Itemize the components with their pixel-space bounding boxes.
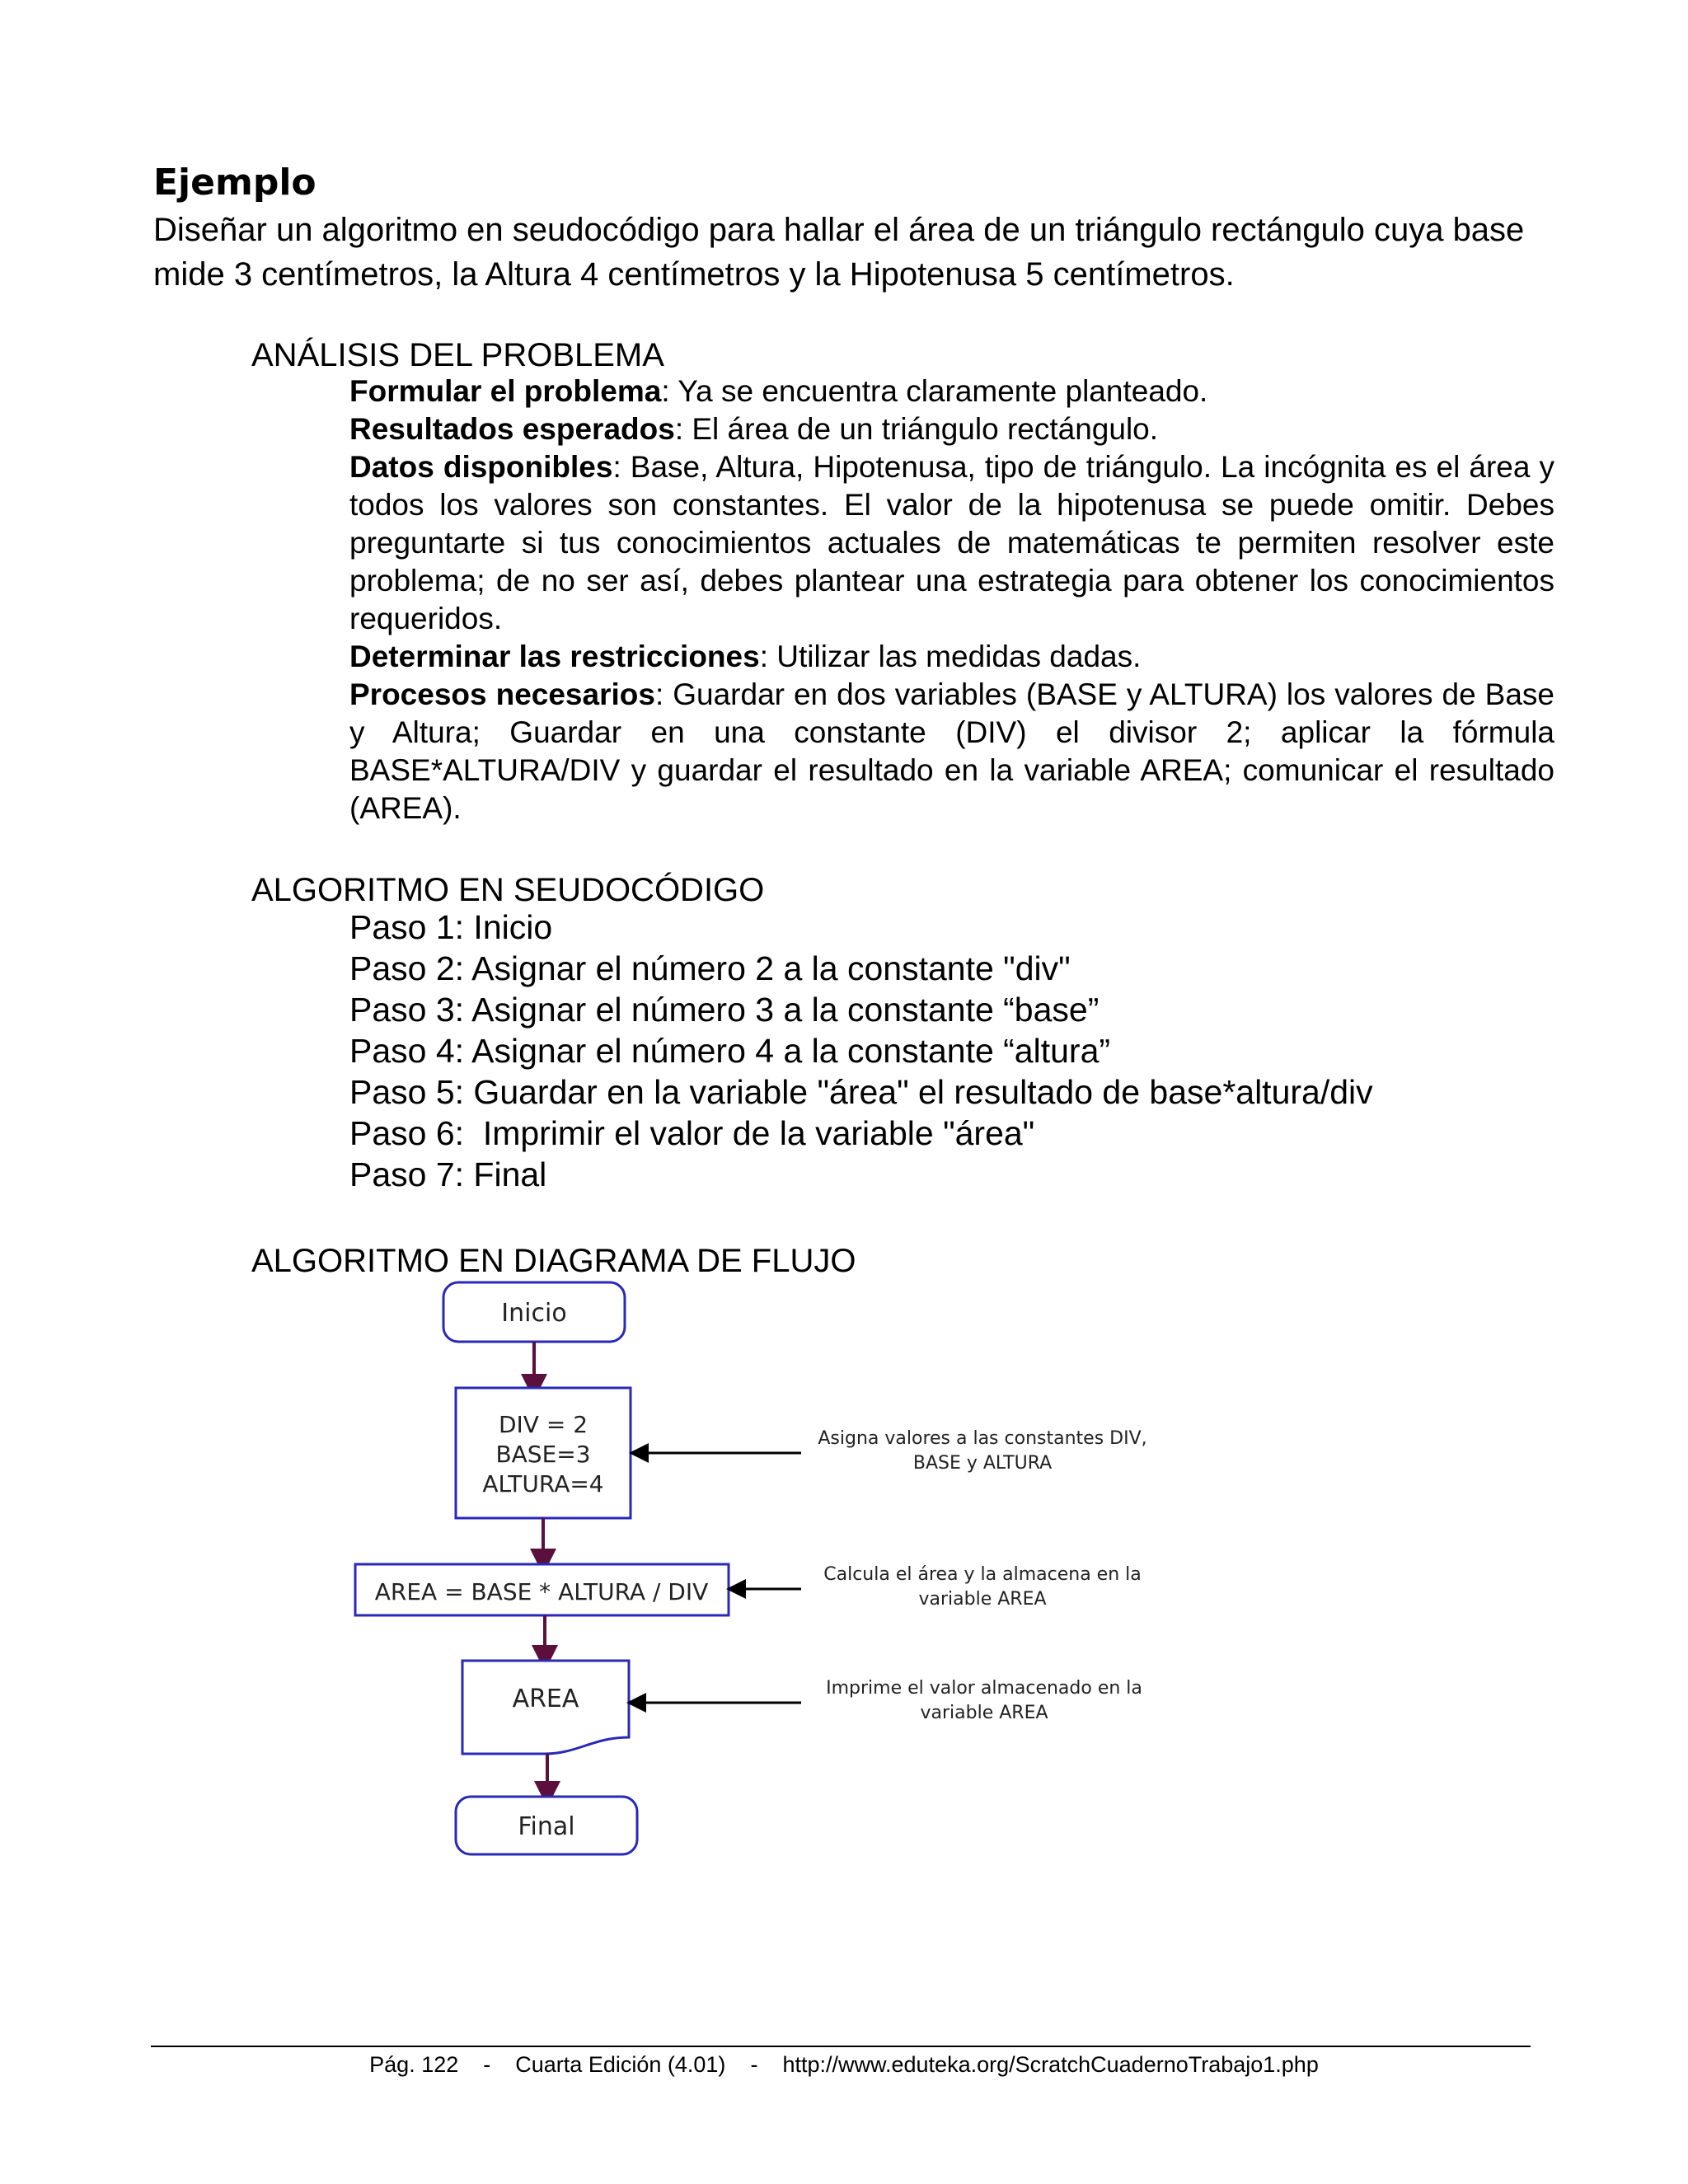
end-label: Final <box>518 1812 575 1841</box>
assign-line: DIV = 2 <box>498 1411 588 1438</box>
process-label: AREA = BASE * ALTURA / DIV <box>374 1578 709 1605</box>
footer-sep: - <box>750 2052 758 2077</box>
intro-paragraph: Diseñar un algoritmo en seudocódigo para hallar el área de un triángulo rectángulo cuya base mide 3 centímetros, la Altura 4 centímetros y la Hipotenusa 5 centímetros. <box>153 212 1525 293</box>
pseudocode-step: Paso 2: Asignar el número 2 a la constante "div" <box>349 949 1071 987</box>
pseudocode-step: Paso 1: Inicio <box>349 908 553 946</box>
output-label: AREA <box>512 1685 579 1713</box>
note-line: Calcula el área y la almacena en la <box>823 1564 1142 1585</box>
note-line: variable AREA <box>920 1703 1048 1723</box>
analysis-title: ANÁLISIS DEL PROBLEMA <box>251 337 664 373</box>
note-line: BASE y ALTURA <box>912 1453 1053 1474</box>
analysis-label: Formular el problema <box>349 374 662 408</box>
pseudocode-step: Paso 4: Asignar el número 4 a la constante “altura” <box>349 1032 1111 1070</box>
analysis-text: : Base, Altura, Hipotenusa, tipo de triángulo. La incógnita es el área y todos los valores son constantes. El valor de la hipotenusa se puede omitir. Debes preguntarte si tus conocimientos actuales de matemáticas te permiten resolver este problema; de no ser así, debes plantear una estrategia para obtener los conocimientos requeridos. <box>349 450 1555 635</box>
assign-line: ALTURA=4 <box>482 1470 604 1497</box>
assign-line: BASE=3 <box>495 1441 591 1468</box>
example-heading: Ejemplo <box>153 162 316 204</box>
analysis-label: Resultados esperados <box>349 412 675 446</box>
note-line: Imprime el valor almacenado en la <box>826 1678 1142 1699</box>
analysis-label: Procesos necesarios <box>349 677 655 711</box>
footer-sep: - <box>483 2052 491 2077</box>
analysis-text: : Utilizar las medidas dadas. <box>759 640 1142 673</box>
analysis-text: : El área de un triángulo rectángulo. <box>674 412 1159 446</box>
footer-url[interactable]: http://www.eduteka.org/ScratchCuadernoTrabajo1.php <box>782 2052 1319 2077</box>
page-footer <box>0 2050 1688 2079</box>
pseudocode-title: ALGORITMO EN SEUDOCÓDIGO <box>251 872 765 908</box>
footer-rule <box>151 2046 1531 2047</box>
footer-page: Pág. 122 <box>369 2052 459 2077</box>
note-line: variable AREA <box>918 1589 1047 1610</box>
analysis-text: : Ya se encuentra claramente planteado. <box>661 374 1208 408</box>
pseudocode-step: Paso 3: Asignar el número 3 a la constante “base” <box>349 991 1100 1029</box>
start-label: Inicio <box>501 1299 567 1328</box>
pseudocode-step: Paso 5: Guardar en la variable "área" el resultado de base*altura/div <box>349 1073 1373 1111</box>
note-line: Asigna valores a las constantes DIV, <box>818 1428 1147 1449</box>
analysis-text: : Guardar en dos variables (BASE y ALTURA) los valores de Base y Altura; Guardar en una constante (DIV) el divisor 2; aplicar la fórmula BASE*ALTURA/DIV y guardar el resultado en la variable AREA; comunicar el resultado (AREA). <box>349 677 1554 825</box>
analysis-label: Datos disponibles <box>349 450 613 484</box>
pseudocode-step: Paso 7: Final <box>349 1155 547 1193</box>
analysis-label: Determinar las restricciones <box>349 640 760 673</box>
footer-edition: Cuarta Edición (4.01) <box>515 2052 726 2077</box>
pseudocode-step: Paso 6: Imprimir el valor de la variable "área" <box>349 1114 1035 1152</box>
flowchart-title: ALGORITMO EN DIAGRAMA DE FLUJO <box>251 1243 856 1279</box>
